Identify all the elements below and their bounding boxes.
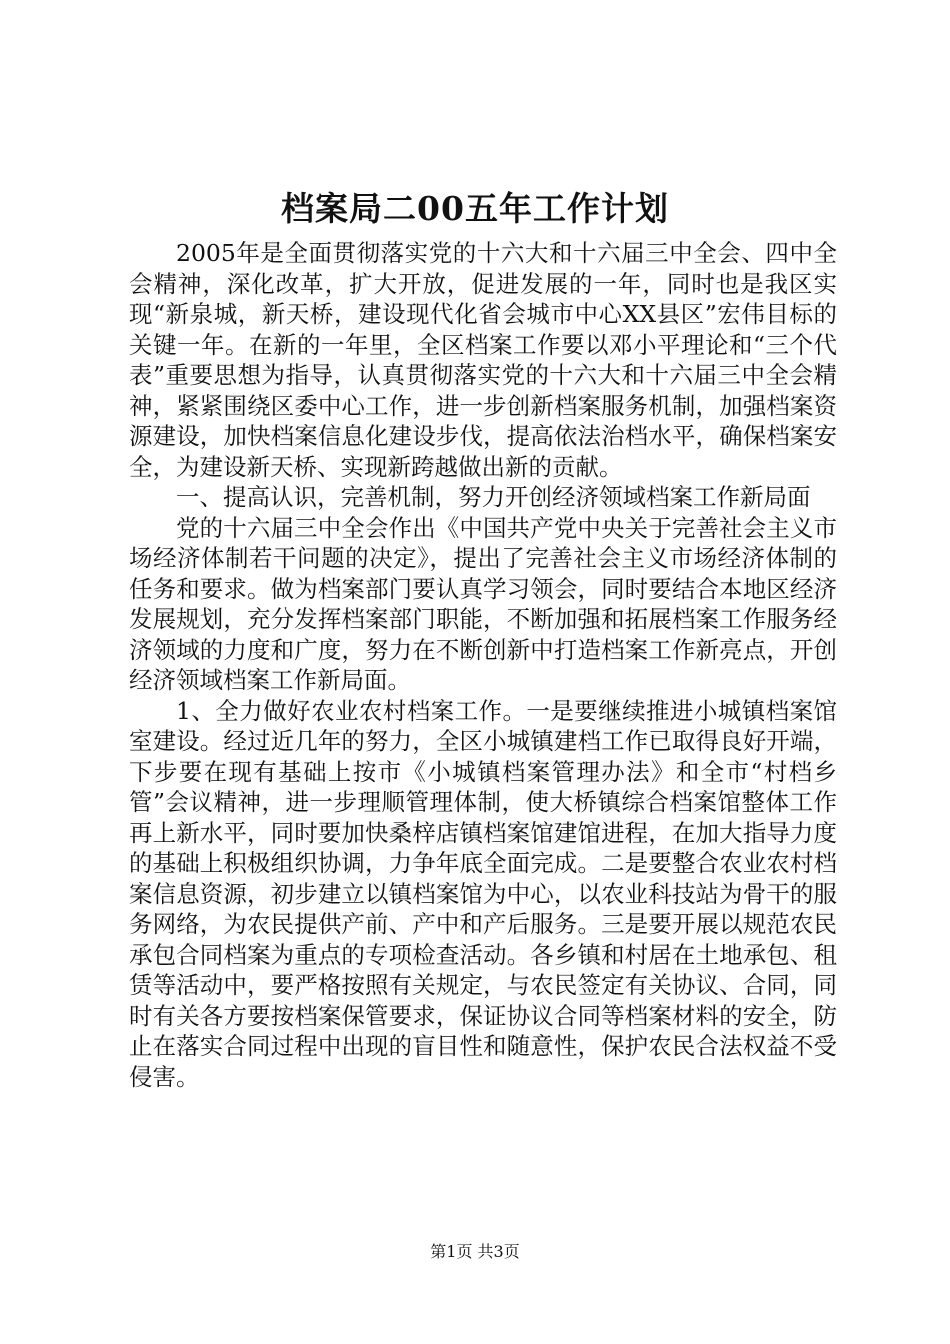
paragraph-item-1: 1、全力做好农业农村档案工作。一是要继续推进小城镇档案馆室建设。经过近几年的努力，全区小城镇建档工作已取得良好开端，下步要在现有基础上按市《小城镇档案管理办法》和全市“村档乡管”会议精神，进一步理顺管理体制，使大桥镇综合档案馆整体工作再上新水平，同时要加快桑梓店镇档案馆建馆进程，在加大指导力度的基础上积极组织协调，力争年底全面完成。二是要整合农业农村档案信息资源，初步建立以镇档案馆为中心，以农业科技站为骨干的服务网络，为农民提供产前、产中和产后服务。三是要开展以规范农民承包合同档案为重点的专项检查活动。各乡镇和村居在土地承包、租赁等活动中，要严格按照有关规定，与农民签定有关协议、合同，同时有关各方要按档案保管要求，保证协议合同等档案材料的安全，防止在落实合同过程中出现的盲目性和随意性，保护农民合法权益不受侵害。	[129, 696, 837, 1091]
paragraph-intro: 2005年是全面贯彻落实党的十六大和十六届三中全会、四中全会精神，深化改革，扩大开放，促进发展的一年，同时也是我区实现“新泉城，新天桥，建设现代化省会城市中心XX县区”宏伟目标的关键一年。在新的一年里，全区档案工作要以邓小平理论和“三个代表”重要思想为指导，认真贯彻落实党的十六大和十六届三中全会精神，紧紧围绕区委中心工作，进一步创新档案服务机制，加强档案资源建设，加快档案信息化建设步伐，提高依法治档水平，确保档案安全，为建设新天桥、实现新跨越做出新的贡献。	[129, 239, 837, 481]
page-footer: 第1页 共3页	[430, 1242, 520, 1261]
section-heading-1: 一、提高认识，完善机制，努力开创经济领域档案工作新局面	[176, 483, 811, 511]
document-body	[129, 238, 837, 1092]
document-title: 档案局二00五年工作计划	[281, 189, 669, 228]
paragraph-section-1: 党的十六届三中全会作出《中国共产党中央关于完善社会主义市场经济体制若干问题的决定》，提出了完善社会主义市场经济体制的任务和要求。做为档案部门要认真学习领会，同时要结合本地区经济发展规划，充分发挥档案部门职能，不断加强和拓展档案工作服务经济领域的力度和广度，努力在不断创新中打造档案工作新亮点，开创经济领域档案工作新局面。	[129, 513, 837, 694]
